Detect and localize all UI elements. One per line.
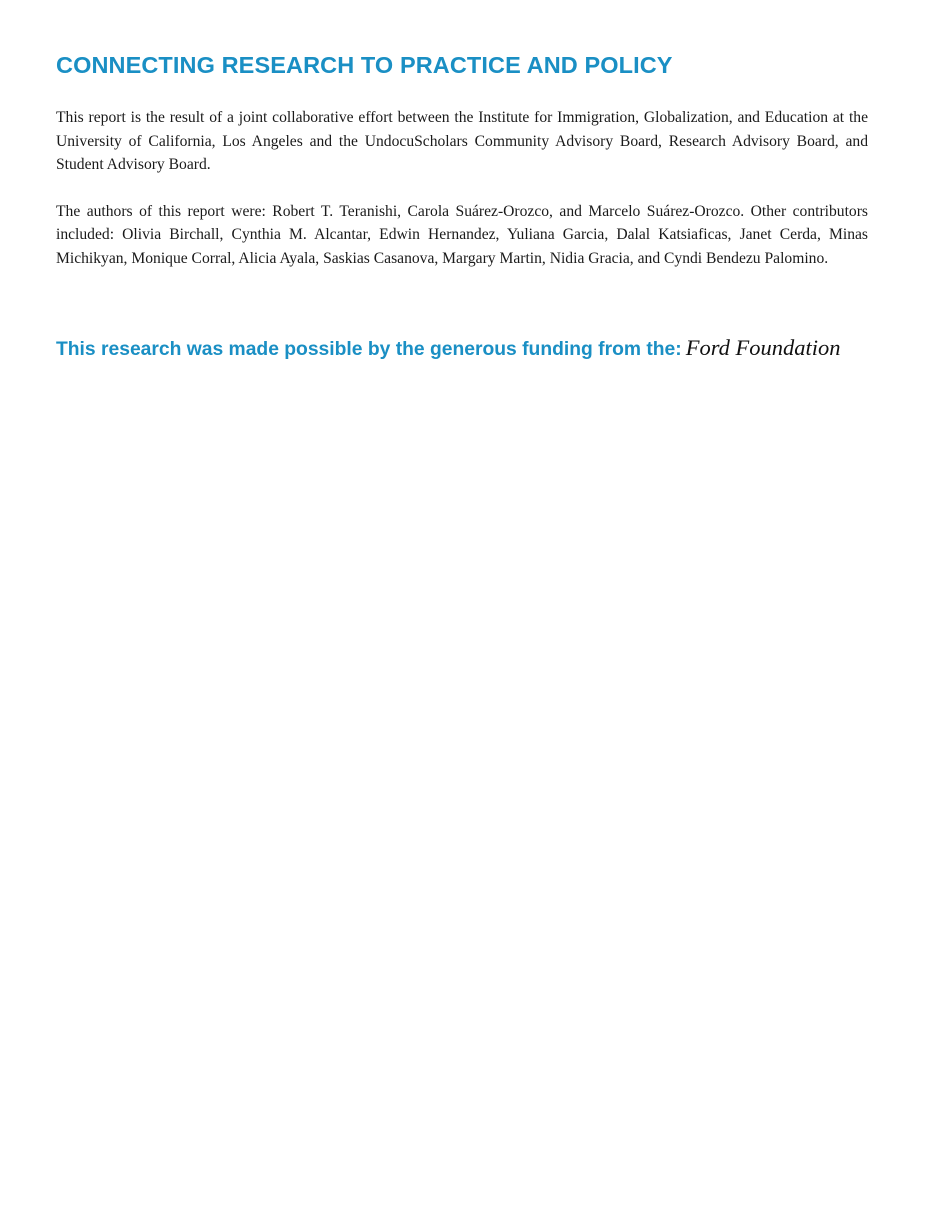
collaboration-paragraph: This report is the result of a joint collaborative effort between the Institute for Immigration, Globalization, and Education at the University of California, Los Angeles and the UndocuScholars Community Advisory Board, Research Advisory Board, and Student Advisory Board. bbox=[56, 109, 868, 173]
funding-statement bbox=[56, 333, 868, 366]
document-page bbox=[56, 48, 868, 366]
funding-label: This research was made possible by the generous funding from the: bbox=[56, 339, 682, 360]
authors-paragraph: The authors of this report were: Robert T. Teranishi, Carola Suárez-Orozco, and Marcelo Suárez-Orozco. Other contributors included: Olivia Birchall, Cynthia M. Alcantar, Edwin Hernandez, Yuliana Garcia, Dalal Katsiaficas, Janet Cerda, Minas Michikyan, Monique Corral, Alicia Ayala, Saskias Casanova, Margary Martin, Nidia Gracia, and Cyndi Bendezu Palomino. bbox=[56, 202, 868, 267]
funding-organization: Ford Foundation bbox=[685, 335, 841, 360]
page-heading: CONNECTING RESEARCH TO PRACTICE AND POLICY bbox=[56, 52, 673, 78]
